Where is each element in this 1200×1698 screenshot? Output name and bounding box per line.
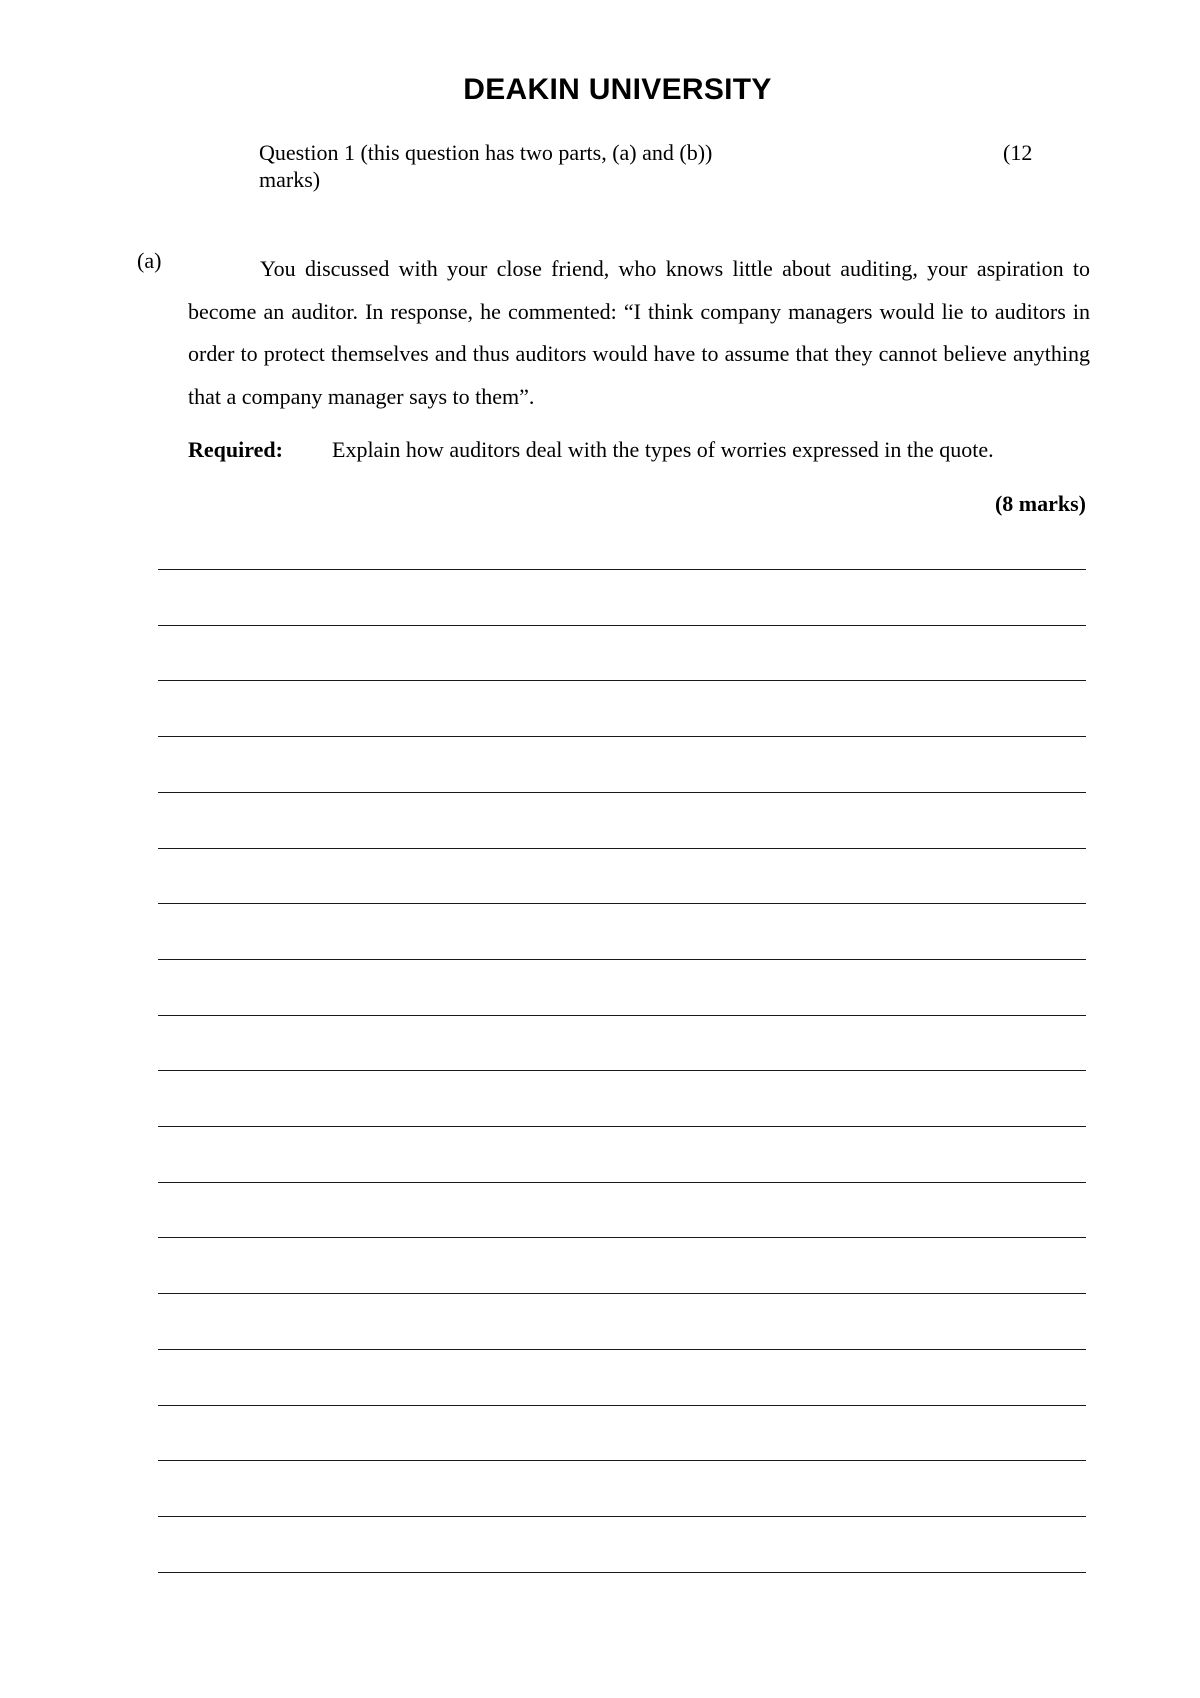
answer-line <box>158 736 1086 737</box>
answer-line <box>158 680 1086 681</box>
answer-line <box>158 1572 1086 1573</box>
answer-line <box>158 903 1086 904</box>
answer-line <box>158 1070 1086 1071</box>
answer-line <box>158 625 1086 626</box>
required-label: Required: <box>188 437 283 462</box>
answer-line <box>158 1516 1086 1517</box>
answer-line <box>158 1182 1086 1183</box>
question-marks-open: (12 <box>1003 140 1033 165</box>
question-marks-close: marks) <box>259 167 321 192</box>
university-title: DEAKIN UNIVERSITY <box>463 73 772 106</box>
part-a-marks: (8 marks) <box>994 491 1086 516</box>
answer-line <box>158 569 1086 570</box>
question-title: Question 1 (this question has two parts, (a) and (b)) <box>259 140 713 165</box>
part-a-body: You discussed with your close friend, who knows little about auditing, your aspiration to become an auditor. In response, he commented: “I think company managers would lie to auditors in order to protect themselves and thus auditors would have to assume that they cannot believe anything that a company manager says to them”. <box>188 256 1090 409</box>
answer-line <box>158 1293 1086 1294</box>
answer-line <box>158 792 1086 793</box>
required-row <box>188 437 994 463</box>
answer-line <box>158 1349 1086 1350</box>
answer-line <box>158 1237 1086 1238</box>
answer-line <box>158 1405 1086 1406</box>
answer-line <box>158 1460 1086 1461</box>
answer-line <box>158 848 1086 849</box>
answer-line <box>158 1126 1086 1127</box>
answer-line <box>158 1015 1086 1016</box>
answer-line <box>158 959 1086 960</box>
required-text: Explain how auditors deal with the types of worries expressed in the quote. <box>332 437 994 462</box>
part-a-label: (a) <box>137 248 162 273</box>
